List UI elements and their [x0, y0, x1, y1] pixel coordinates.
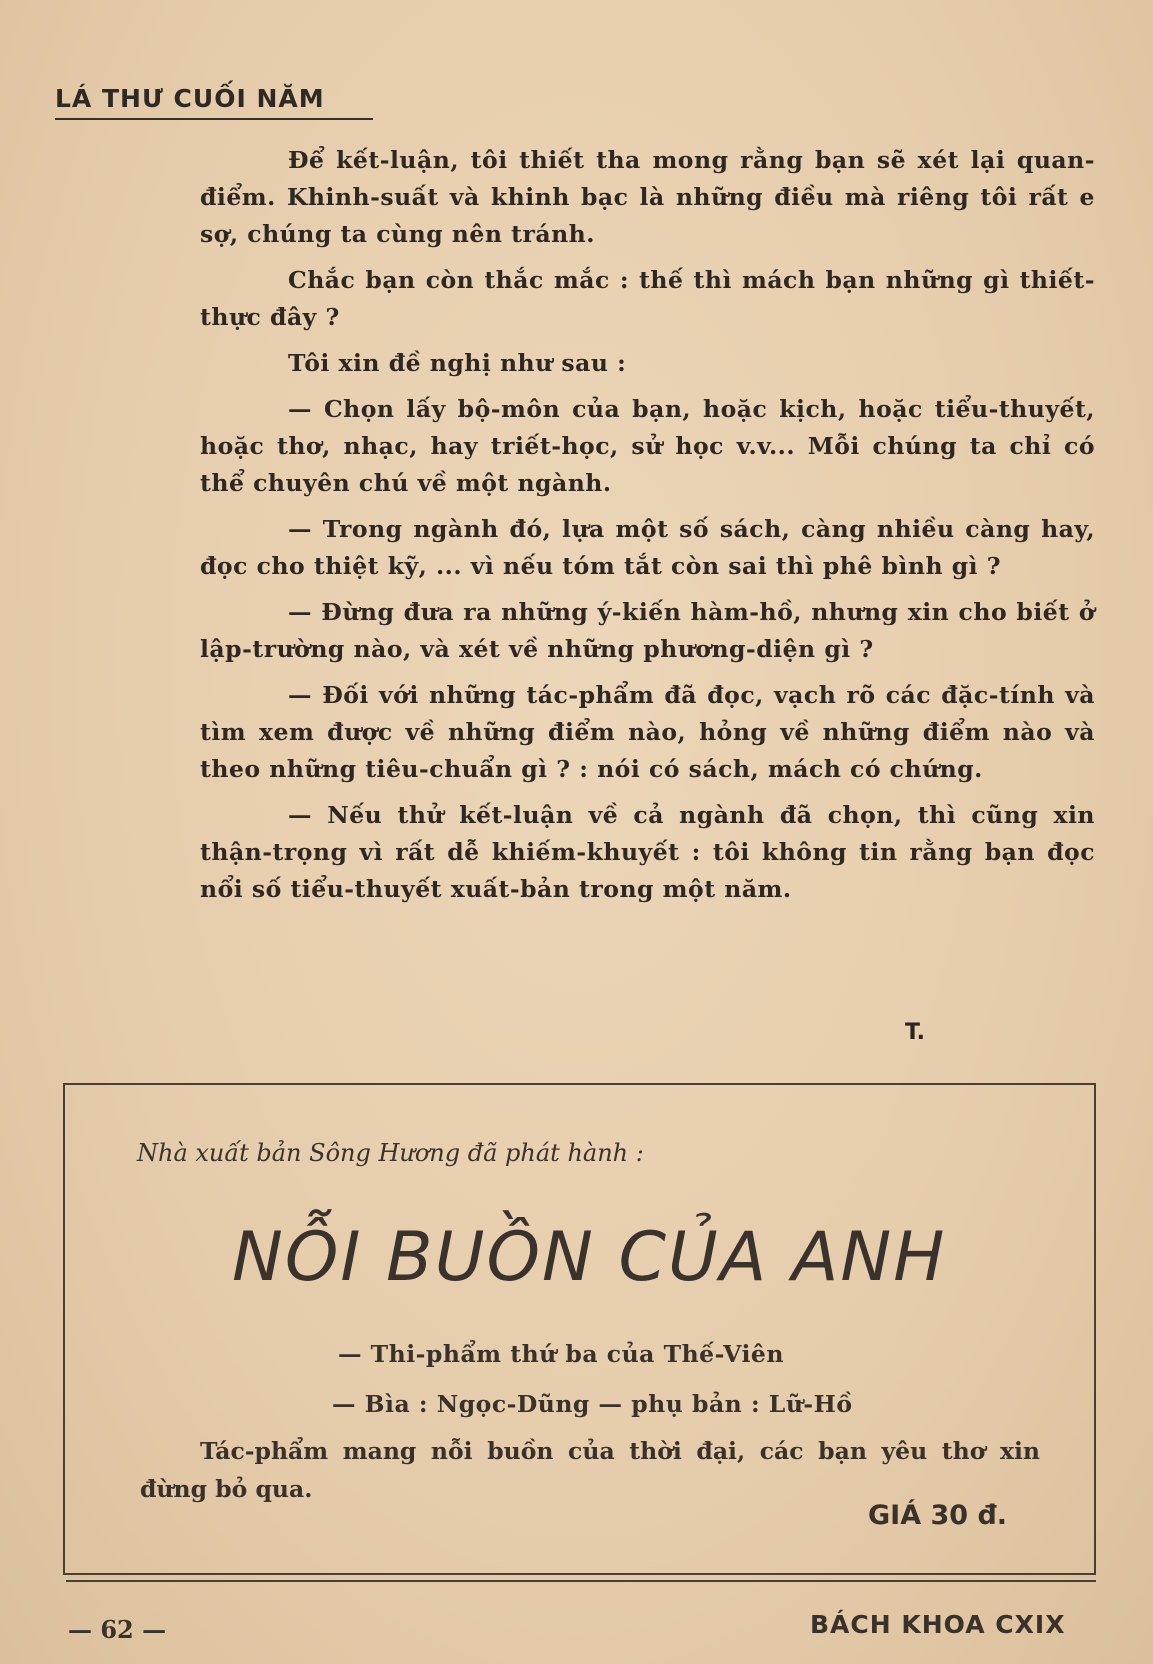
paragraph-proposal-intro: Tôi xin đề nghị như sau :: [288, 349, 627, 377]
ad-price: GIÁ 30 đ.: [868, 1500, 1008, 1531]
paragraph-point-1: — Chọn lấy bộ-môn của bạn, hoặc kịch, hoặc tiểu-thuyết, hoặc thơ, nhạc, hay triết-học, sử học v.v... Mỗi chúng ta chỉ có thể chuyên chú về một ngành.: [200, 395, 1095, 497]
ad-book-title: NỖI BUỒN CỦA ANH: [232, 1218, 947, 1297]
advertisement-bottom-rule: [66, 1580, 1096, 1582]
ad-cover-line: — Bìa : Ngọc-Dũng — phụ bản : Lữ-Hồ: [332, 1390, 853, 1418]
author-signature: T.: [905, 1020, 926, 1045]
page-number: — 62 —: [68, 1615, 167, 1644]
magazine-issue: BÁCH KHOA CXIX: [810, 1610, 1066, 1639]
ad-publisher-line: Nhà xuất bản Sông Hương đã phát hành :: [137, 1139, 644, 1167]
header-underline: [55, 118, 373, 120]
ad-description-text: Tác-phẩm mang nỗi buồn của thời đại, các bạn yêu thơ xin đừng bỏ qua.: [140, 1437, 1040, 1503]
paragraph-point-5: — Nếu thử kết-luận về cả ngành đã chọn, thì cũng xin thận-trọng vì rất dễ khiếm-khuyết : tôi không tin rằng bạn đọc nổi số tiểu-thuyết xuất-bản trong một năm.: [200, 801, 1095, 903]
paragraph-point-3: — Đừng đưa ra những ý-kiến hàm-hồ, nhưng xin cho biết ở lập-trường nào, và xét về những phương-diện gì ?: [200, 598, 1095, 663]
paragraph-question: Chắc bạn còn thắc mắc : thế thì mách bạn những gì thiết-thực đây ?: [200, 266, 1095, 331]
page-header-title: LÁ THƯ CUỐI NĂM: [55, 84, 325, 113]
article-body: [200, 142, 1095, 917]
paragraph-point-2: — Trong ngành đó, lựa một số sách, càng nhiều càng hay, đọc cho thiệt kỹ, ... vì nếu tóm tắt còn sai thì phê bình gì ?: [200, 515, 1095, 580]
ad-author-line: — Thi-phẩm thứ ba của Thế-Viên: [338, 1340, 784, 1368]
ad-description: [140, 1432, 1040, 1508]
paragraph-point-4: — Đối với những tác-phẩm đã đọc, vạch rõ các đặc-tính và tìm xem được về những điểm nào, hỏng về những điểm nào và theo những tiêu-chuẩn gì ? : nói có sách, mách có chứng.: [200, 681, 1095, 783]
paragraph-conclusion: Để kết-luận, tôi thiết tha mong rằng bạn sẽ xét lại quan-điểm. Khinh-suất và khinh bạc là những điều mà riêng tôi rất e sợ, chúng ta cùng nên tránh.: [200, 146, 1095, 248]
